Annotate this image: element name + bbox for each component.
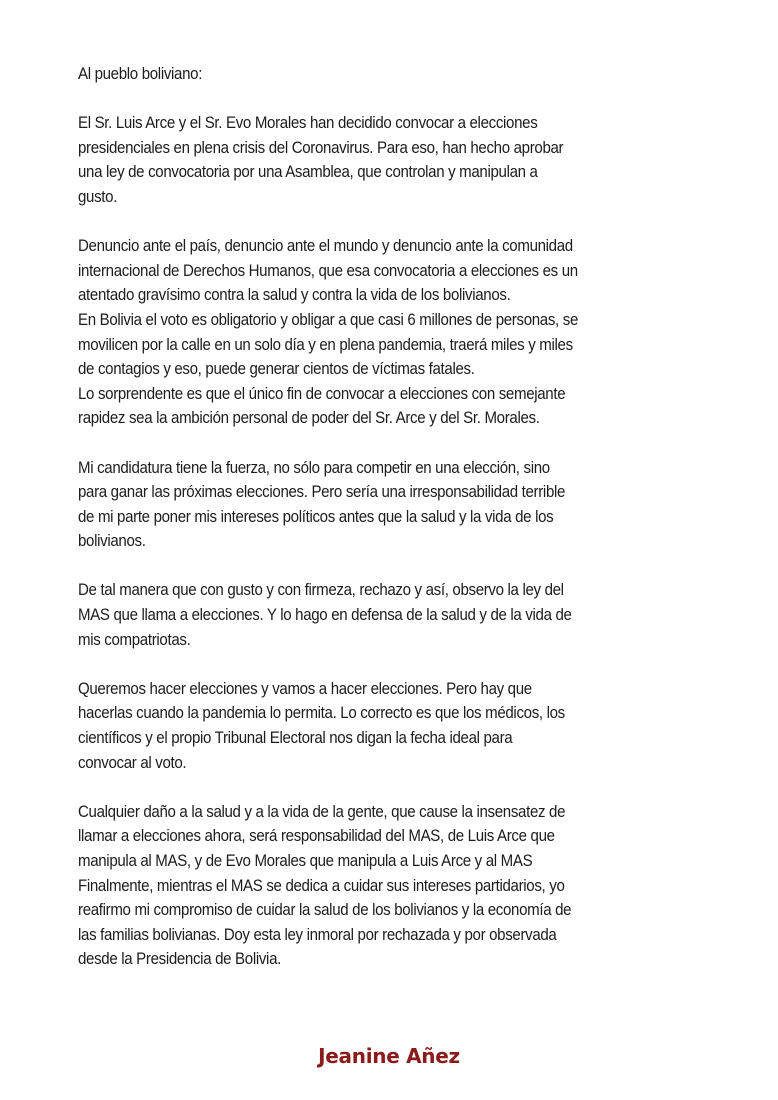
paragraph-line: En Bolivia el voto es obligatorio y obligar a que casi 6 millones de personas, se	[78, 310, 579, 329]
paragraph-line: atentado gravísimo contra la salud y contra la vida de los bolivianos.	[78, 286, 511, 305]
paragraph-line: desde la Presidencia de Bolivia.	[78, 950, 281, 969]
paragraph-line: movilicen por la calle en un solo día y en plena pandemia, traerá miles y miles	[78, 335, 573, 354]
paragraph	[78, 234, 673, 431]
paragraph-line: Lo sorprendente es que el único fin de convocar a elecciones con semejante	[78, 384, 566, 403]
paragraph-line: para ganar las próximas elecciones. Pero sería una irresponsabilidad terrible	[78, 483, 566, 502]
salutation	[78, 62, 673, 87]
salutation-text: Al pueblo boliviano:	[78, 65, 203, 83]
letter-body	[78, 62, 673, 997]
paragraph-line: científicos y el propio Tribunal Electoral nos digan la fecha ideal para	[78, 729, 513, 748]
paragraph-line: manipula al MAS, y de Evo Morales que manipula a Luis Arce y al MAS	[78, 852, 533, 870]
paragraph-line: Cualquier daño a la salud y a la vida de la gente, que cause la insensatez de	[78, 802, 566, 821]
paragraph-line: de contagios y eso, puede generar cientos de víctimas fatales.	[78, 360, 475, 379]
paragraph	[78, 800, 673, 972]
paragraph-line: llamar a elecciones ahora, será responsabilidad del MAS, de Luis Arce que	[78, 827, 555, 846]
paragraph-line: convocar al voto.	[78, 753, 187, 772]
paragraph-line: internacional de Derechos Humanos, que esa convocatoria a elecciones es un	[78, 261, 578, 280]
paragraph-line: una ley de convocatoria por una Asamblea, que controlan y manipulan a	[78, 163, 538, 182]
paragraph-line: mis compatriotas.	[78, 630, 191, 649]
paragraph-line: gusto.	[78, 187, 118, 206]
paragraph	[78, 111, 673, 209]
paragraph-line: de mi parte poner mis intereses políticos antes que la salud y la vida de los	[78, 507, 554, 526]
paragraph-line: Denuncio ante el país, denuncio ante el mundo y denuncio ante la comunidad	[78, 237, 573, 256]
paragraph-line: reafirmo mi compromiso de cuidar la salud de los bolivianos y la economía de	[78, 901, 572, 920]
paragraph-line: Mi candidatura tiene la fuerza, no sólo para competir en una elección, sino	[78, 458, 550, 477]
paragraph-line: presidenciales en plena crisis del Coronavirus. Para eso, han hecho aprobar	[78, 138, 564, 157]
paragraph	[78, 677, 673, 775]
paragraph	[78, 578, 673, 652]
paragraph-line: Finalmente, mientras el MAS se dedica a cuidar sus intereses partidarios, yo	[78, 876, 565, 895]
paragraphs	[78, 111, 673, 972]
paragraph-line: El Sr. Luis Arce y el Sr. Evo Morales han decidido convocar a elecciones	[78, 114, 538, 133]
paragraph-line: las familias bolivianas. Doy esta ley inmoral por rechazada y por observada	[78, 925, 557, 944]
paragraph	[78, 456, 673, 554]
signature: Jeanine Añez	[318, 1044, 460, 1068]
paragraph-line: Queremos hacer elecciones y vamos a hacer elecciones. Pero hay que	[78, 679, 532, 698]
paragraph-line: bolivianos.	[78, 532, 146, 551]
paragraph-line: hacerlas cuando la pandemia lo permita. Lo correcto es que los médicos, los	[78, 704, 565, 723]
paragraph-line: De tal manera que con gusto y con firmeza, rechazo y así, observo la ley del	[78, 581, 564, 600]
paragraph-line: rapidez sea la ambición personal de poder del Sr. Arce y del Sr. Morales.	[78, 409, 540, 428]
paragraph-line: MAS que llama a elecciones. Y lo hago en defensa de la salud y de la vida de	[78, 606, 572, 625]
